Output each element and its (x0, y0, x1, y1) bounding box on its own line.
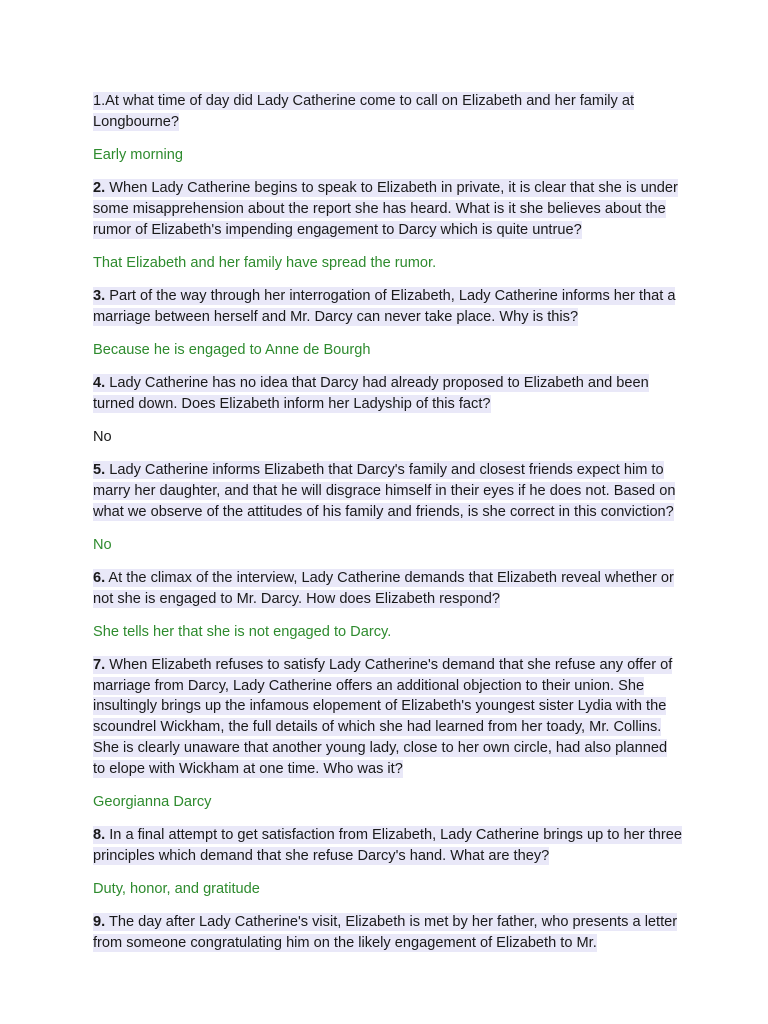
question-text: When Lady Catherine begins to speak to Elizabeth in private, it is clear that she is under some misapprehension about the report she has heard. What is it she believes about the rumor of Elizabeth's impending engagement to Darcy which is quite untrue? (93, 180, 678, 238)
question-text: The day after Lady Catherine's visit, Elizabeth is met by her father, who presents a letter from someone congratulating him on the likely engagement of Elizabeth to Mr. (93, 914, 678, 951)
question-6 (93, 568, 683, 609)
question-number: 4. (93, 375, 106, 392)
question-8 (93, 825, 683, 866)
answer-8: Duty, honor, and gratitude (93, 880, 260, 897)
question-number: 6. (93, 569, 106, 586)
question-number: 5. (93, 462, 106, 479)
question-text: Lady Catherine informs Elizabeth that Darcy's family and closest friends expect him to marry her daughter, and that he will disgrace himself in their eyes if he does not. Based on what we observe of the attitudes of his family and friends, is she correct in this conviction? (93, 462, 676, 520)
answer-6: She tells her that she is not engaged to Darcy. (93, 623, 392, 640)
question-4 (93, 373, 683, 414)
question-number: 7. (93, 657, 106, 674)
question-1 (93, 91, 683, 132)
question-number: 8. (93, 826, 106, 843)
answer-3: Because he is engaged to Anne de Bourgh (93, 341, 371, 358)
question-5 (93, 460, 683, 522)
question-number: 2. (93, 180, 106, 197)
question-2 (93, 178, 683, 240)
answer-4: No (93, 428, 112, 445)
question-9 (93, 912, 683, 953)
question-text: When Elizabeth refuses to satisfy Lady Catherine's demand that she refuse any offer of marriage from Darcy, Lady Catherine offers an additional objection to their union. She insultingly brings up the infamous elopement of Elizabeth's youngest sister Lydia with the scoundrel Wickham, the full details of which she had learned from her toady, Mr. Collins. She is clearly unaware that another young lady, close to her own circle, had also planned to elope with Wickham at one time. Who was it? (93, 657, 673, 777)
answer-5: No (93, 536, 112, 553)
question-text: In a final attempt to get satisfaction from Elizabeth, Lady Catherine brings up to her three principles which demand that she refuse Darcy's hand. What are they? (93, 826, 682, 864)
question-text: Lady Catherine has no idea that Darcy had already proposed to Elizabeth and been turned down. Does Elizabeth inform her Ladyship of this fact? (93, 375, 649, 412)
question-number: 1. (93, 93, 106, 109)
question-number: 9. (93, 914, 106, 931)
question-text: At the climax of the interview, Lady Catherine demands that Elizabeth reveal whether or not she is engaged to Mr. Darcy. How does Elizabeth respond? (93, 569, 674, 607)
question-number: 3. (93, 287, 106, 304)
question-3 (93, 286, 683, 327)
question-text: Part of the way through her interrogation of Elizabeth, Lady Catherine informs her that a marriage between herself and Mr. Darcy can never take place. Why is this? (93, 287, 676, 325)
question-7 (93, 655, 683, 779)
answer-1: Early morning (93, 146, 184, 163)
answer-7: Georgianna Darcy (93, 793, 212, 810)
answer-2: That Elizabeth and her family have spread the rumor. (93, 254, 437, 271)
qa-list (93, 91, 683, 966)
question-text: At what time of day did Lady Catherine come to call on Elizabeth and her family at Longbourne? (93, 93, 635, 130)
